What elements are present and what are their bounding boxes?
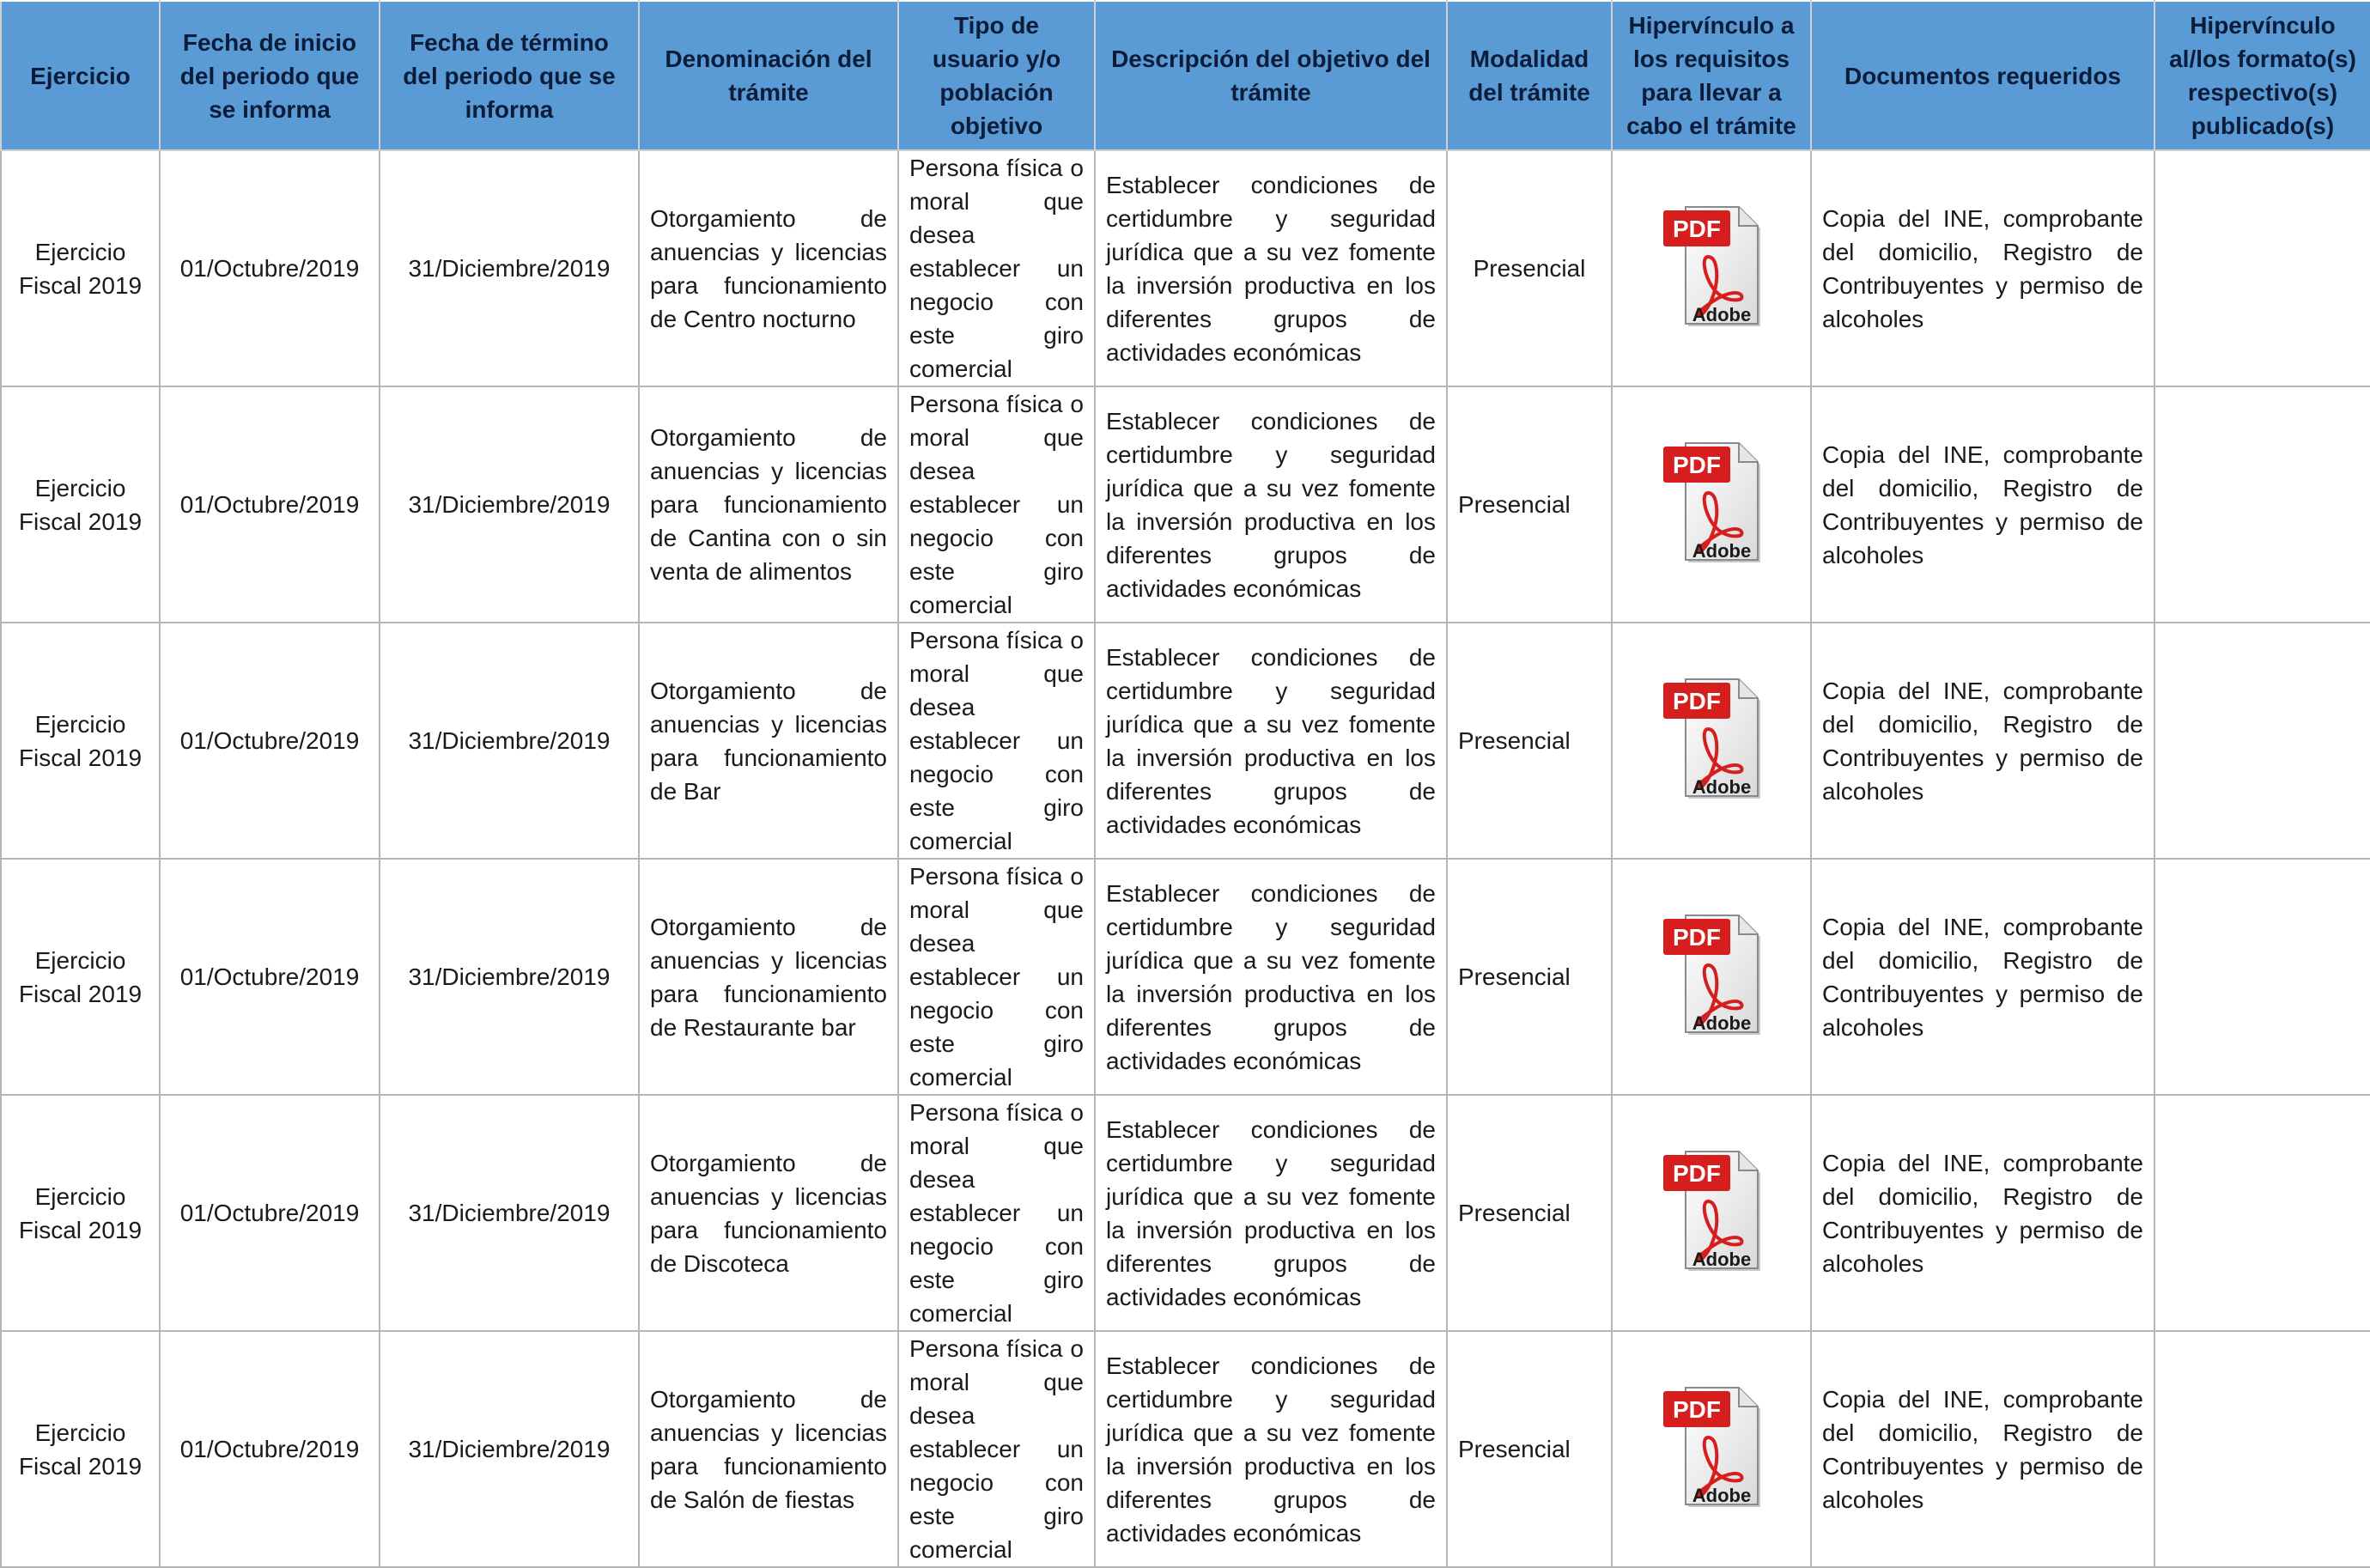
cell-documentos: Copia del INE, comprobante del domicilio, Registro de Contribuyentes y permiso de alcoholes	[1811, 150, 2154, 386]
cell-modalidad: Presencial	[1447, 150, 1612, 386]
svg-text:PDF: PDF	[1673, 215, 1721, 242]
cell-fecha-termino: 31/Diciembre/2019	[380, 1095, 639, 1331]
cell-ejercicio: Ejercicio Fiscal 2019	[1, 386, 160, 623]
header-modalidad: Modalidad del trámite	[1447, 1, 1612, 150]
cell-hipervinculo-formatos	[2154, 1095, 2370, 1331]
cell-fecha-inicio: 01/Octubre/2019	[160, 1095, 380, 1331]
svg-text:PDF: PDF	[1673, 451, 1721, 478]
pdf-adobe-icon[interactable]	[1660, 436, 1763, 565]
header-ejercicio: Ejercicio	[1, 1, 160, 150]
svg-text:PDF: PDF	[1673, 687, 1721, 714]
table-row	[1, 1095, 2370, 1331]
header-denominacion: Denominación del trámite	[639, 1, 898, 150]
cell-modalidad: Presencial	[1447, 859, 1612, 1095]
cell-hipervinculo-formatos	[2154, 859, 2370, 1095]
cell-hipervinculo-requisitos	[1612, 623, 1811, 859]
header-documentos: Documentos requeridos	[1811, 1, 2154, 150]
svg-text:Adobe: Adobe	[1692, 1012, 1752, 1034]
cell-fecha-inicio: 01/Octubre/2019	[160, 859, 380, 1095]
cell-ejercicio: Ejercicio Fiscal 2019	[1, 1331, 160, 1567]
header-hipervinculo-requisitos: Hipervínculo a los requisitos para llevar a cabo el trámite	[1612, 1, 1811, 150]
table-row	[1, 386, 2370, 623]
cell-ejercicio: Ejercicio Fiscal 2019	[1, 1095, 160, 1331]
svg-text:Adobe: Adobe	[1692, 303, 1752, 325]
table-row	[1, 1331, 2370, 1567]
cell-denominacion: Otorgamiento de anuencias y licencias para funcionamiento de Cantina con o sin venta de alimentos	[639, 386, 898, 623]
pdf-adobe-icon[interactable]	[1660, 200, 1763, 329]
cell-hipervinculo-requisitos	[1612, 859, 1811, 1095]
cell-modalidad: Presencial	[1447, 1095, 1612, 1331]
cell-ejercicio: Ejercicio Fiscal 2019	[1, 859, 160, 1095]
cell-documentos: Copia del INE, comprobante del domicilio, Registro de Contribuyentes y permiso de alcoholes	[1811, 623, 2154, 859]
cell-descripcion: Establecer condiciones de certidumbre y seguridad jurídica que a su vez fomente la inversión productiva en los diferentes grupos de actividades económicas	[1095, 386, 1447, 623]
cell-tipo-usuario: Persona física o moral que desea establecer un negocio con este giro comercial	[898, 386, 1095, 623]
cell-descripcion: Establecer condiciones de certidumbre y seguridad jurídica que a su vez fomente la inversión productiva en los diferentes grupos de actividades económicas	[1095, 150, 1447, 386]
cell-hipervinculo-requisitos	[1612, 1095, 1811, 1331]
cell-hipervinculo-requisitos	[1612, 150, 1811, 386]
cell-hipervinculo-requisitos	[1612, 386, 1811, 623]
cell-fecha-termino: 31/Diciembre/2019	[380, 150, 639, 386]
cell-tipo-usuario: Persona física o moral que desea establecer un negocio con este giro comercial	[898, 859, 1095, 1095]
cell-denominacion: Otorgamiento de anuencias y licencias para funcionamiento de Centro nocturno	[639, 150, 898, 386]
header-fecha-inicio: Fecha de inicio del periodo que se informa	[160, 1, 380, 150]
cell-tipo-usuario: Persona física o moral que desea establecer un negocio con este giro comercial	[898, 150, 1095, 386]
cell-hipervinculo-formatos	[2154, 1331, 2370, 1567]
table-body	[1, 150, 2370, 1567]
header-hipervinculo-formatos: Hipervínculo al/los formato(s) respectivo(s) publicado(s)	[2154, 1, 2370, 150]
cell-denominacion: Otorgamiento de anuencias y licencias para funcionamiento de Restaurante bar	[639, 859, 898, 1095]
cell-modalidad: Presencial	[1447, 386, 1612, 623]
svg-text:Adobe: Adobe	[1692, 539, 1752, 562]
cell-fecha-termino: 31/Diciembre/2019	[380, 1331, 639, 1567]
cell-documentos: Copia del INE, comprobante del domicilio, Registro de Contribuyentes y permiso de alcoholes	[1811, 1331, 2154, 1567]
header-descripcion: Descripción del objetivo del trámite	[1095, 1, 1447, 150]
cell-fecha-termino: 31/Diciembre/2019	[380, 386, 639, 623]
cell-documentos: Copia del INE, comprobante del domicilio, Registro de Contribuyentes y permiso de alcoholes	[1811, 859, 2154, 1095]
cell-ejercicio: Ejercicio Fiscal 2019	[1, 150, 160, 386]
cell-fecha-termino: 31/Diciembre/2019	[380, 623, 639, 859]
pdf-adobe-icon[interactable]	[1660, 1381, 1763, 1510]
svg-text:PDF: PDF	[1673, 1395, 1721, 1423]
svg-text:PDF: PDF	[1673, 923, 1721, 951]
cell-hipervinculo-requisitos	[1612, 1331, 1811, 1567]
svg-text:Adobe: Adobe	[1692, 1248, 1752, 1270]
cell-fecha-inicio: 01/Octubre/2019	[160, 1331, 380, 1567]
cell-tipo-usuario: Persona física o moral que desea establecer un negocio con este giro comercial	[898, 1331, 1095, 1567]
table-row	[1, 859, 2370, 1095]
svg-text:Adobe: Adobe	[1692, 775, 1752, 798]
cell-descripcion: Establecer condiciones de certidumbre y seguridad jurídica que a su vez fomente la inversión productiva en los diferentes grupos de actividades económicas	[1095, 859, 1447, 1095]
cell-descripcion: Establecer condiciones de certidumbre y seguridad jurídica que a su vez fomente la inversión productiva en los diferentes grupos de actividades económicas	[1095, 1331, 1447, 1567]
pdf-adobe-icon[interactable]	[1660, 909, 1763, 1037]
cell-fecha-inicio: 01/Octubre/2019	[160, 150, 380, 386]
cell-fecha-inicio: 01/Octubre/2019	[160, 386, 380, 623]
cell-documentos: Copia del INE, comprobante del domicilio, Registro de Contribuyentes y permiso de alcoholes	[1811, 386, 2154, 623]
cell-denominacion: Otorgamiento de anuencias y licencias para funcionamiento de Bar	[639, 623, 898, 859]
cell-modalidad: Presencial	[1447, 1331, 1612, 1567]
cell-modalidad: Presencial	[1447, 623, 1612, 859]
pdf-adobe-icon[interactable]	[1660, 672, 1763, 801]
cell-fecha-termino: 31/Diciembre/2019	[380, 859, 639, 1095]
cell-hipervinculo-formatos	[2154, 386, 2370, 623]
cell-fecha-inicio: 01/Octubre/2019	[160, 623, 380, 859]
svg-text:Adobe: Adobe	[1692, 1484, 1752, 1506]
cell-tipo-usuario: Persona física o moral que desea establecer un negocio con este giro comercial	[898, 623, 1095, 859]
header-fecha-termino: Fecha de término del periodo que se informa	[380, 1, 639, 150]
cell-hipervinculo-formatos	[2154, 150, 2370, 386]
cell-documentos: Copia del INE, comprobante del domicilio, Registro de Contribuyentes y permiso de alcoholes	[1811, 1095, 2154, 1331]
header-row	[1, 1, 2370, 150]
pdf-adobe-icon[interactable]	[1660, 1145, 1763, 1273]
table-row	[1, 150, 2370, 386]
cell-ejercicio: Ejercicio Fiscal 2019	[1, 623, 160, 859]
cell-hipervinculo-formatos	[2154, 623, 2370, 859]
cell-descripcion: Establecer condiciones de certidumbre y seguridad jurídica que a su vez fomente la inversión productiva en los diferentes grupos de actividades económicas	[1095, 1095, 1447, 1331]
header-tipo-usuario: Tipo de usuario y/o población objetivo	[898, 1, 1095, 150]
svg-text:PDF: PDF	[1673, 1159, 1721, 1187]
table-row	[1, 623, 2370, 859]
cell-tipo-usuario: Persona física o moral que desea establecer un negocio con este giro comercial	[898, 1095, 1095, 1331]
cell-denominacion: Otorgamiento de anuencias y licencias para funcionamiento de Discoteca	[639, 1095, 898, 1331]
cell-descripcion: Establecer condiciones de certidumbre y seguridad jurídica que a su vez fomente la inversión productiva en los diferentes grupos de actividades económicas	[1095, 623, 1447, 859]
cell-denominacion: Otorgamiento de anuencias y licencias para funcionamiento de Salón de fiestas	[639, 1331, 898, 1567]
